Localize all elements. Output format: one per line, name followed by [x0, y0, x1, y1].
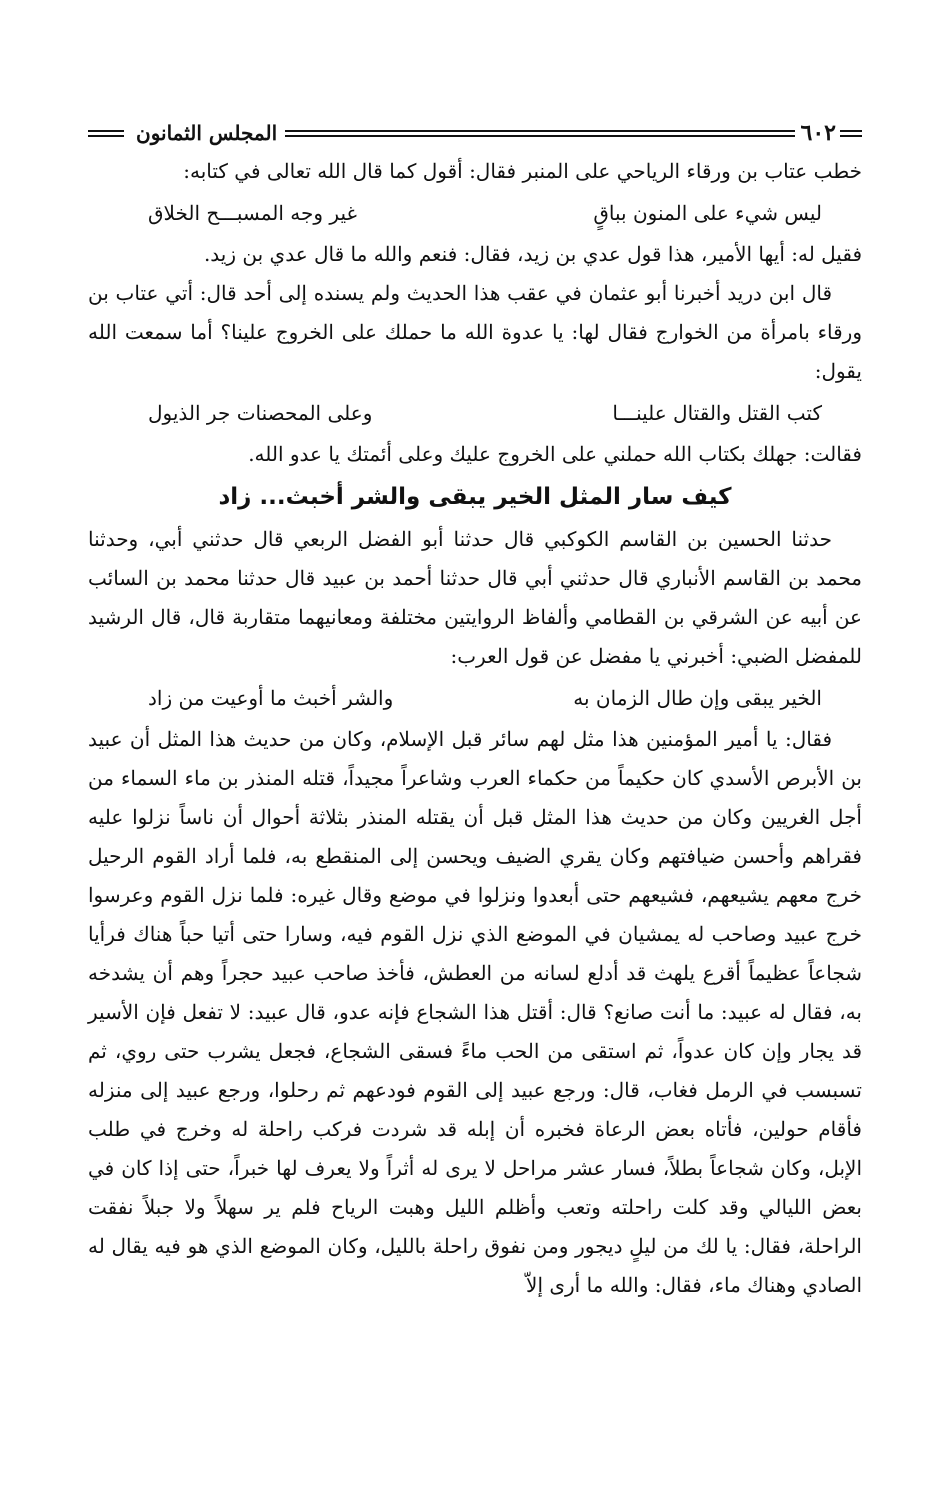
book-page: [88, 118, 862, 1305]
running-header: [88, 118, 862, 148]
paragraph-2: فقيل له: أيها الأمير، هذا قول عدي بن زيد، فقال: فنعم والله ما قال عدي بن زيد.: [203, 242, 862, 266]
header-rule-left-short: [840, 130, 862, 137]
paragraph-1: خطب عتاب بن ورقاء الرياحي على المنبر فقال: أقول كما قال الله تعالى في كتابه:: [183, 159, 862, 183]
verse-2-second-hemistich: وعلى المحصنات جر الذيول: [148, 401, 373, 425]
verse-3-second-hemistich: والشر أخبث ما أوعيت من زاد: [148, 686, 394, 710]
page-number: ٦٠٢: [800, 120, 836, 146]
paragraph-5: حدثنا الحسين بن القاسم الكوكبي قال حدثنا أبو الفضل الربعي قال حدثني أبي، وحدثنا محمد بن القاسم الأنباري قال حدثني أبي قال حدثنا أحمد بن عبيد قال حدثنا محمد بن السائب عن أبيه عن الشرقي بن القطامي وألفاظ الروايتين مختلفة ومعانيهما متقاربة قال، قال الرشيد للمفضل الضبي: أخبرني يا مفضل عن قول العرب:: [88, 527, 862, 668]
verse-1-second-hemistich: غير وجه المسبـــح الخلاق: [148, 201, 357, 225]
verse-1-first-hemistich: ليس شيء على المنون بباقٍ: [593, 201, 822, 225]
paragraph-4: فقالت: جهلك بكتاب الله حملني على الخروج عليك وعلى أئمتك يا عدو الله.: [248, 442, 862, 466]
section-title: كيف سار المثل الخير يبقى والشر أخبث... زاد: [218, 484, 732, 510]
chapter-title: المجلس الثمانون: [136, 121, 278, 145]
paragraph-6: فقال: يا أمير المؤمنين هذا مثل لهم سائر قبل الإسلام، وكان من حديث هذا المثل أن عبيد بن الأبرص الأسدي كان حكيماً من حكماء العرب وشاعراً مجيداً، قتله المنذر بن ماء السماء من أجل الغريين وكان من حديث هذا المثل قبل أن يقتله المنذر بثلاثة أحوال أن ناساً نزلوا عليه فقراهم وأحسن ضيافتهم وكان يقري الضيف ويحسن إلى المنقطع به، فلما أراد القوم الرحيل خرج معهم يشيعهم، فشيعهم حتى أبعدوا ونزلوا في موضع وقال غيره: فلما نزل القوم وعرسوا خرج عبيد وصاحب له يمشيان في الموضع الذي نزل القوم فيه، وسارا حتى أتيا حباً هناك فرأيا شجاعاً عظيماً أقرع يلهث قد أدلع لسانه من العطش، فأخذ صاحب عبيد حجراً وهم أن يشدخه به، فقال له عبيد: ما أنت صانع؟ قال: أقتل هذا الشجاع فإنه عدو، قال عبيد: لا تفعل فإن الأسير قد يجار وإن كان عدواً، ثم استقى من الحب ماءً فسقى الشجاع، فجعل يشرب حتى روي، ثم تسبسب في الرمل فغاب، قال: ورجع عبيد إلى القوم فودعهم ثم رحلوا، ورجع عبيد إلى منزله فأقام حولين، فأتاه بعض الرعاة فخبره أن إبله قد شردت فركب راحلة له وخرج في طلب الإبل، وكان شجاعاً بطلاً، فسار عشر مراحل لا يرى له أثراً ولا يعرف لها خبراً، حتى إذا كان في بعض الليالي وقد كلت راحلته وتعب وأظلم الليل وهبت الرياح فلم ير سهلاً ولا جبلاً نفقت الراحلة، فقال: يا لك من ليلٍ ديجور ومن نفوق راحلة بالليل، وكان الموضع الذي هو فيه يقال له الصادي وهناك ماء، فقال: والله ما أرى إلاّ: [88, 727, 862, 1297]
header-rule-right-short: [88, 130, 124, 137]
verse-1: [88, 193, 862, 233]
header-rule: [285, 130, 794, 137]
verse-3-first-hemistich: الخير يبقى وإن طال الزمان به: [573, 686, 822, 710]
paragraph-3: قال ابن دريد أخبرنا أبو عثمان في عقب هذا الحديث ولم يسنده إلى أحد قال: أتي عتاب بن ورقاء بامرأة من الخوارج فقال لها: يا عدوة الله ما حملك على الخروج علينا؟ أما سمعت الله يقول:: [88, 281, 862, 383]
verse-2-first-hemistich: كتب القتل والقتال علينـــا: [612, 401, 822, 425]
verse-2: [88, 393, 862, 433]
verse-3: [88, 678, 862, 718]
